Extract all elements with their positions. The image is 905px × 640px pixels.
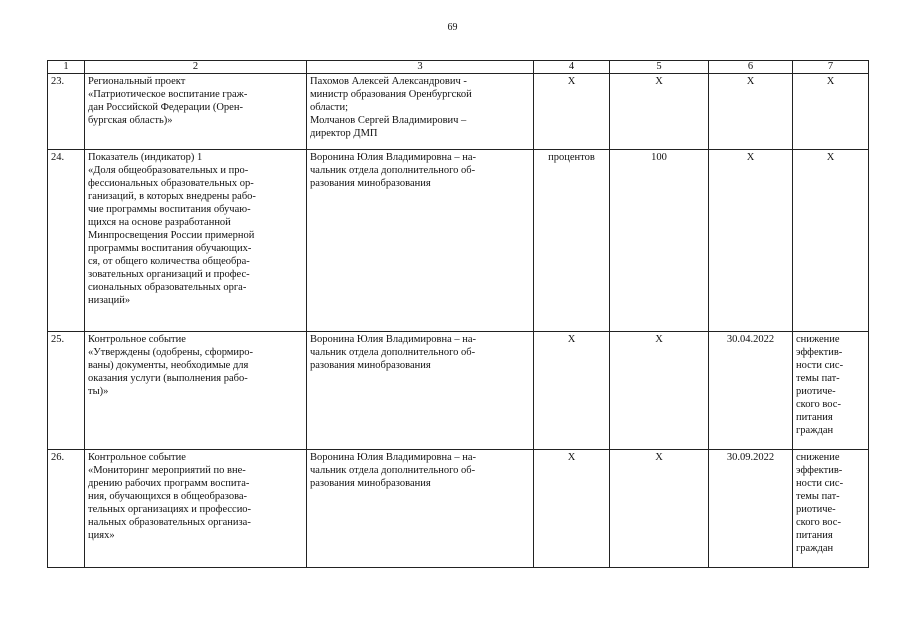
cell-text-line: ты)»	[88, 386, 109, 397]
cell-text-line: Показатель (индикатор) 1	[88, 152, 203, 163]
cell-text-line: Воронина Юлия Владимировна – на-	[310, 152, 477, 163]
risk-cell	[793, 74, 869, 150]
unit-cell: процентов	[534, 150, 610, 332]
event-name-cell	[85, 450, 307, 568]
unit-cell: X	[534, 332, 610, 450]
cell-text-line: темы пат-	[796, 491, 840, 502]
cell-text-line: «Мониторинг мероприятий по вне-	[88, 465, 246, 476]
cell-text-line: Региональный проект	[88, 76, 186, 87]
cell-text-line: разования минобразования	[310, 478, 431, 489]
responsible-cell	[307, 450, 534, 568]
cell-text-line: X	[826, 76, 835, 87]
cell-text-line: чальник отдела дополнительного об-	[310, 165, 476, 176]
cell-text-line: циях»	[88, 530, 115, 541]
cell-text-line: директор ДМП	[310, 128, 378, 139]
date-cell: X	[709, 74, 793, 150]
cell-text-line: питания	[796, 412, 833, 423]
cell-text-line: X	[826, 152, 835, 163]
cell-text-line: снижение	[796, 334, 840, 345]
table-row	[48, 74, 869, 150]
date-cell: 30.04.2022	[709, 332, 793, 450]
cell-text-line: Воронина Юлия Владимировна – на-	[310, 334, 477, 345]
plan-table	[47, 60, 869, 568]
column-header-4: 4	[534, 61, 610, 74]
responsible-cell	[307, 332, 534, 450]
event-name-cell	[85, 150, 307, 332]
cell-text-line: Контрольное событие	[88, 334, 186, 345]
cell-text-line: тельных организациях и профессио-	[88, 504, 252, 515]
responsible-cell	[307, 150, 534, 332]
cell-text-line: фессиональных образовательных ор-	[88, 178, 254, 189]
cell-text-line: оказания услуги (выполнения рабо-	[88, 373, 248, 384]
cell-text-line: зовательных организаций и профес-	[88, 269, 250, 280]
date-cell: X	[709, 150, 793, 332]
column-header-7: 7	[793, 61, 869, 74]
cell-text-line: дрению рабочих программ воспита-	[88, 478, 250, 489]
event-name-cell	[85, 74, 307, 150]
cell-text-line: сиональных образовательных орга-	[88, 282, 247, 293]
value-cell: X	[610, 74, 709, 150]
cell-text-line: ваны) документы, необходимые для	[88, 360, 249, 371]
column-header-1: 1	[48, 61, 85, 74]
responsible-cell	[307, 74, 534, 150]
cell-text-line: риотиче-	[796, 386, 836, 397]
unit-cell: X	[534, 450, 610, 568]
value-cell: X	[610, 450, 709, 568]
cell-text-line: темы пат-	[796, 373, 840, 384]
cell-text-line: риотиче-	[796, 504, 836, 515]
table-row	[48, 332, 869, 450]
cell-text-line: чие программы воспитания обучаю-	[88, 204, 251, 215]
cell-text-line: «Утверждены (одобрены, сформиро-	[88, 347, 254, 358]
cell-text-line: эффектив-	[796, 347, 843, 358]
row-number-cell: 25.	[48, 332, 85, 450]
column-header-6: 6	[709, 61, 793, 74]
risk-cell	[793, 332, 869, 450]
header-row	[48, 61, 869, 74]
row-number-cell: 24.	[48, 150, 85, 332]
cell-text-line: области;	[310, 102, 349, 113]
page-number: 69	[447, 22, 458, 33]
cell-text-line: ского вос-	[796, 517, 841, 528]
unit-cell: X	[534, 74, 610, 150]
cell-text-line: граждан	[796, 425, 834, 436]
table-row	[48, 150, 869, 332]
cell-text-line: щихся на основе разработанной	[88, 217, 231, 228]
risk-cell	[793, 150, 869, 332]
cell-text-line: Воронина Юлия Владимировна – на-	[310, 452, 477, 463]
value-cell: X	[610, 332, 709, 450]
cell-text-line: ности сис-	[796, 360, 844, 371]
cell-text-line: эффектив-	[796, 465, 843, 476]
event-name-cell	[85, 332, 307, 450]
column-header-3: 3	[307, 61, 534, 74]
column-header-2: 2	[85, 61, 307, 74]
cell-text-line: «Доля общеобразовательных и про-	[88, 165, 249, 176]
cell-text-line: «Патриотическое воспитание граж-	[88, 89, 248, 100]
cell-text-line: разования минобразования	[310, 178, 431, 189]
cell-text-line: Пахомов Алексей Александрович -	[310, 76, 467, 87]
cell-text-line: дан Российской Федерации (Орен-	[88, 102, 243, 113]
cell-text-line: министр образования Оренбургской	[310, 89, 472, 100]
value-cell: 100	[610, 150, 709, 332]
column-header-5: 5	[610, 61, 709, 74]
table-row	[48, 450, 869, 568]
cell-text-line: ского вос-	[796, 399, 841, 410]
cell-text-line: программы воспитания обучающих-	[88, 243, 252, 254]
cell-text-line: ся, от общего количества общеобра-	[88, 256, 250, 267]
cell-text-line: чальник отдела дополнительного об-	[310, 347, 476, 358]
cell-text-line: низаций»	[88, 295, 131, 306]
cell-text-line: граждан	[796, 543, 834, 554]
date-cell: 30.09.2022	[709, 450, 793, 568]
cell-text-line: бургская область)»	[88, 115, 173, 126]
cell-text-line: чальник отдела дополнительного об-	[310, 465, 476, 476]
risk-cell	[793, 450, 869, 568]
row-number-cell: 26.	[48, 450, 85, 568]
cell-text-line: ния, обучающихся в общеобразова-	[88, 491, 248, 502]
cell-text-line: ности сис-	[796, 478, 844, 489]
cell-text-line: нальных образовательных организа-	[88, 517, 251, 528]
cell-text-line: питания	[796, 530, 833, 541]
row-number-cell: 23.	[48, 74, 85, 150]
cell-text-line: Молчанов Сергей Владимирович –	[310, 115, 467, 126]
cell-text-line: ганизаций, в которых внедрены рабо-	[88, 191, 256, 202]
cell-text-line: Минпросвещения России примерной	[88, 230, 255, 241]
cell-text-line: снижение	[796, 452, 840, 463]
cell-text-line: Контрольное событие	[88, 452, 186, 463]
cell-text-line: разования минобразования	[310, 360, 431, 371]
